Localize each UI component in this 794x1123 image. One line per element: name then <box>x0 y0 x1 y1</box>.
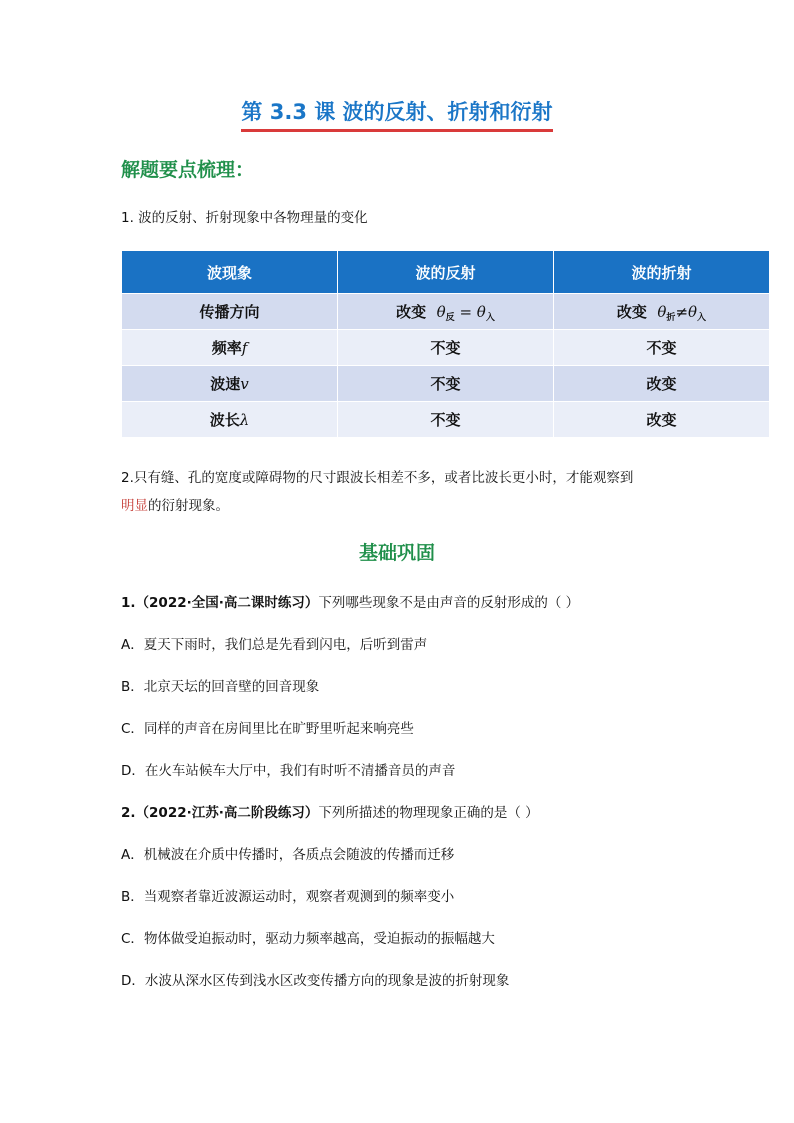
table-row-label <box>122 330 338 366</box>
option-letter: B． <box>121 679 144 695</box>
section-heading-key-points: 解题要点梳理： <box>121 159 255 181</box>
table-row <box>122 366 770 402</box>
option-letter: C． <box>121 931 144 947</box>
option-letter: B． <box>121 889 144 905</box>
option-text: 同样的声音在房间里比在旷野里听起来响亮些 <box>143 721 414 737</box>
question-option <box>121 927 495 947</box>
point-2-text: 2.只有缝、孔的宽度或障碍物的尺寸跟波长相差不多，或者比波长更小时，才能观察到 <box>121 470 634 486</box>
option-text: 在火车站候车大厅中，我们有时听不清播音员的声音 <box>144 763 456 779</box>
question-option <box>121 969 509 989</box>
variable-symbol: f <box>241 339 248 357</box>
option-text: 水波从深水区传到浅水区改变传播方向的现象是波的折射现象 <box>144 973 510 989</box>
table-header-cell: 波的反射 <box>338 251 554 294</box>
question-number: 2. <box>121 805 136 821</box>
table-cell-reflection: 不变 <box>338 330 554 366</box>
label-text: 频率 <box>211 339 242 357</box>
option-text: 机械波在介质中传播时，各质点会随波的传播而迁移 <box>143 847 455 863</box>
theta-symbol: θ <box>476 302 486 321</box>
table-row-label <box>122 366 338 402</box>
subscript-incident: 入 <box>697 312 707 323</box>
table-cell-reflection <box>338 294 554 330</box>
table-cell-reflection: 不变 <box>338 366 554 402</box>
question-source: （2022·全国·高二课时练习） <box>135 595 319 611</box>
option-text: 北京天坛的回音壁的回音现象 <box>143 679 320 695</box>
label-text: 波长 <box>209 411 240 429</box>
question-option <box>121 633 427 653</box>
question-option <box>121 675 319 695</box>
option-text: 当观察者靠近波源运动时，观察者观测到的频率变小 <box>143 889 455 905</box>
option-letter: A． <box>121 637 144 653</box>
highlight-text: 明显 <box>121 498 148 514</box>
table-row-label <box>122 402 338 438</box>
question-option <box>121 759 455 779</box>
subscript-refract: 折 <box>666 312 676 323</box>
subscript-reflect: 反 <box>445 312 455 323</box>
question-text: 下列哪些现象不是由声音的反射形成的（ ） <box>318 595 580 611</box>
table-cell-refraction: 改变 <box>554 366 770 402</box>
table-header-cell: 波的折射 <box>554 251 770 294</box>
theta-symbol: θ <box>657 302 667 321</box>
variable-symbol: v <box>240 375 249 393</box>
page-title-text: 第 3.3 课 波的反射、折射和衍射 <box>241 96 552 132</box>
table-header-row <box>122 251 770 294</box>
table-row <box>122 294 770 330</box>
question-option <box>121 717 414 737</box>
theta-symbol: θ <box>688 302 698 321</box>
subscript-incident: 入 <box>485 312 495 323</box>
option-letter: D． <box>121 973 145 989</box>
not-equal-operator: ≠ <box>675 302 689 321</box>
table-row-label: 传播方向 <box>122 294 338 330</box>
question-number: 1. <box>121 595 136 611</box>
cell-text: 改变 <box>396 302 427 321</box>
equals-operator: = <box>454 302 477 321</box>
question-1-stem <box>121 591 579 611</box>
table-cell-reflection: 不变 <box>338 402 554 438</box>
option-text: 夏天下雨时，我们总是先看到闪电，后听到雷声 <box>143 637 428 653</box>
variable-symbol: λ <box>239 411 250 429</box>
section-heading-basics: 基础巩固 <box>358 542 435 564</box>
point-2-continuation <box>121 494 229 514</box>
point-2-rest: 的衍射现象。 <box>148 498 229 514</box>
question-source: （2022·江苏·高二阶段练习） <box>135 805 319 821</box>
cell-text: 改变 <box>616 302 647 321</box>
option-letter: A． <box>121 847 144 863</box>
option-letter: C． <box>121 721 144 737</box>
theta-symbol: θ <box>436 302 446 321</box>
point-1-text: 1. 波的反射、折射现象中各物理量的变化 <box>121 210 368 226</box>
table-cell-refraction: 不变 <box>554 330 770 366</box>
table-cell-refraction <box>554 294 770 330</box>
option-letter: D． <box>121 763 145 779</box>
question-option <box>121 843 454 863</box>
option-text: 物体做受迫振动时，驱动力频率越高，受迫振动的振幅越大 <box>143 931 495 947</box>
table-header-cell: 波现象 <box>122 251 338 294</box>
question-option <box>121 885 454 905</box>
question-text: 下列所描述的物理现象正确的是（ ） <box>318 805 539 821</box>
page-title <box>0 96 794 132</box>
table-cell-refraction: 改变 <box>554 402 770 438</box>
table-row <box>122 402 770 438</box>
label-text: 波速 <box>210 375 241 393</box>
question-2-stem <box>121 801 539 821</box>
table-row <box>122 330 770 366</box>
wave-phenomena-table <box>121 250 770 438</box>
